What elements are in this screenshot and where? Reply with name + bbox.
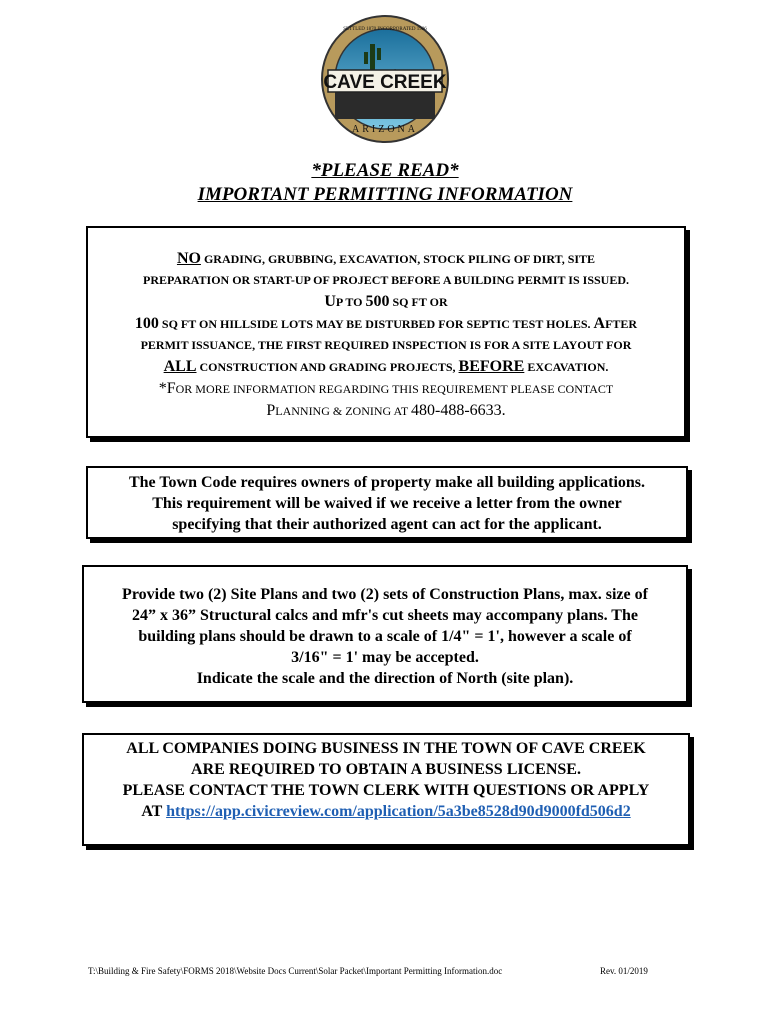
l3c: 500 [365, 293, 390, 310]
logo-name: CAVE CREEK [323, 72, 447, 93]
license-at-prefix: AT [141, 803, 167, 820]
footer-file-path: T:\Building & Fire Safety\FORMS 2018\Website Docs Current\Solar Packet\Important Permitting Information.doc [88, 966, 503, 976]
civicreview-application-link[interactable]: https://app.civicreview.com/application/5a3be8528d90d9000fd506d2 [166, 803, 631, 820]
plans-line-4: 3/16" = 1' may be accepted. [291, 649, 479, 666]
l8a: P [266, 402, 276, 419]
grading-notice-box [86, 226, 686, 438]
plans-line-3: building plans should be drawn to a scale of 1/4" = 1', however a scale of [138, 628, 632, 645]
notice-line-8 [88, 400, 684, 422]
l7a: *F [158, 380, 176, 397]
l3b: P TO [335, 295, 366, 309]
before-emphasis: BEFORE [458, 358, 525, 375]
license-line-4 [84, 801, 688, 822]
notice-line-7 [88, 378, 684, 400]
l3a: U [324, 293, 336, 310]
owner-line-3: specifying that their authorized agent can act for the applicant. [172, 516, 602, 533]
l4c: A [593, 315, 606, 332]
business-license-box [82, 733, 690, 846]
l4d: FTER [605, 317, 638, 331]
logo-ring-text: SETTLED 1870 INCORPORATED 1986 [343, 27, 427, 32]
plans-line-5: Indicate the scale and the direction of North (site plan). [196, 670, 574, 687]
owner-line-1: The Town Code requires owners of property make all building applications. [128, 474, 646, 491]
title-important-info: IMPORTANT PERMITTING INFORMATION [197, 184, 573, 205]
logo-state: ARIZONA [352, 124, 418, 135]
title-please-read: *PLEASE READ* [311, 160, 459, 181]
all-emphasis: ALL [163, 358, 197, 375]
footer-revision: Rev. 01/2019 [600, 966, 648, 976]
notice-line-1 [88, 248, 684, 270]
owner-line-2: This requirement will be waived if we receive a letter from the owner [152, 495, 622, 512]
l4a: 100 [134, 315, 159, 332]
notice-line-6 [88, 356, 684, 378]
plans-requirement-box [82, 565, 688, 703]
l4b: SQ FT ON HILLSIDE LOTS MAY BE DISTURBED FOR SEPTIC TEST HOLES. [158, 317, 594, 331]
phone-number: 480-488-6633. [411, 402, 506, 419]
l8b: LANNING & ZONING AT [275, 404, 412, 418]
no-emphasis: NO [176, 250, 201, 267]
town-seal-logo [320, 14, 450, 144]
notice-line-3 [88, 291, 684, 313]
license-line-3: PLEASE CONTACT THE TOWN CLERK WITH QUESTIONS OR APPLY [122, 782, 650, 799]
l6b: CONSTRUCTION AND GRADING PROJECTS, [196, 360, 459, 374]
l6d: EXCAVATION. [524, 360, 609, 374]
plans-line-2: 24” x 36” Structural calcs and mfr's cut sheets may accompany plans. The [132, 607, 638, 624]
notice-line-1-text: GRADING, GRUBBING, EXCAVATION, STOCK PILING OF DIRT, SITE [200, 252, 596, 266]
notice-line-4 [88, 313, 684, 335]
plans-line-1: Provide two (2) Site Plans and two (2) sets of Construction Plans, max. size of [122, 586, 648, 603]
l3d: SQ FT OR [389, 295, 448, 309]
l7b: OR MORE INFORMATION REGARDING THIS REQUIREMENT PLEASE CONTACT [175, 382, 614, 396]
license-line-2: ARE REQUIRED TO OBTAIN A BUSINESS LICENSE. [191, 761, 581, 778]
owner-application-box [86, 466, 688, 539]
license-line-1: ALL COMPANIES DOING BUSINESS IN THE TOWN OF CAVE CREEK [126, 740, 646, 757]
notice-line-5: PERMIT ISSUANCE, THE FIRST REQUIRED INSPECTION IS FOR A SITE LAYOUT FOR [140, 338, 632, 352]
notice-line-2: PREPARATION OR START-UP OF PROJECT BEFORE A BUILDING PERMIT IS ISSUED. [143, 273, 629, 287]
